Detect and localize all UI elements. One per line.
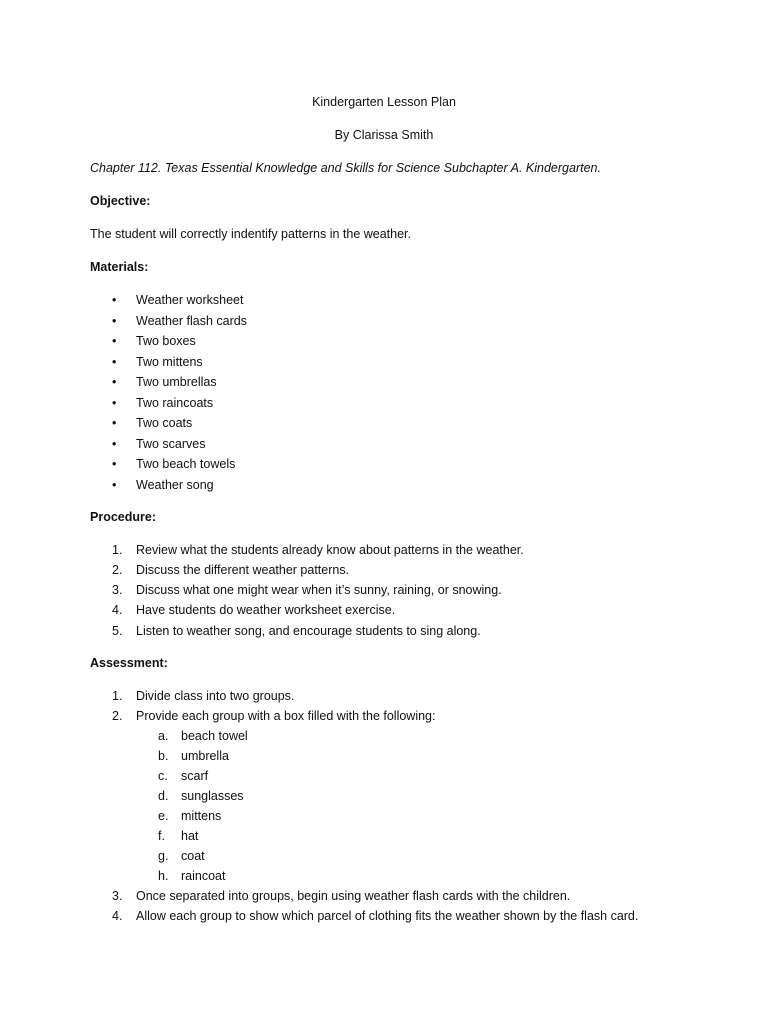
procedure-heading: Procedure: (90, 510, 156, 524)
chapter-reference: Chapter 112. Texas Essential Knowledge and Skills for Science Subchapter A. Kindergarten. (90, 161, 601, 175)
bullet-icon: • (112, 396, 117, 410)
assessment-step: Allow each group to show which parcel of clothing fits the weather shown by the flash card. (136, 909, 639, 923)
procedure-step: Have students do weather worksheet exercise. (136, 603, 396, 617)
document-title: Kindergarten Lesson Plan (312, 95, 456, 109)
box-item: raincoat (181, 869, 226, 883)
procedure-step: Discuss the different weather patterns. (136, 563, 350, 577)
objective-heading: Objective: (90, 194, 151, 208)
material-item: Two scarves (136, 437, 206, 451)
material-item: Two umbrellas (136, 375, 217, 389)
list-number: 4. (112, 909, 123, 923)
list-letter: f. (158, 829, 165, 843)
bullet-icon: • (112, 416, 117, 430)
box-item: mittens (181, 809, 222, 823)
material-item: Two mittens (136, 355, 203, 369)
assessment-heading: Assessment: (90, 656, 168, 670)
list-number: 1. (112, 689, 123, 703)
bullet-icon: • (112, 355, 117, 369)
box-item: beach towel (181, 729, 248, 743)
objective-text: The student will correctly indentify patterns in the weather. (90, 227, 411, 241)
list-letter: c. (158, 769, 168, 783)
bullet-icon: • (112, 293, 117, 307)
material-item: Weather song (136, 478, 214, 492)
materials-heading: Materials: (90, 260, 149, 274)
box-item: coat (181, 849, 205, 863)
list-number: 3. (112, 583, 123, 597)
material-item: Two coats (136, 416, 193, 430)
procedure-step: Review what the students already know about patterns in the weather. (136, 543, 524, 557)
box-item: scarf (181, 769, 209, 783)
list-letter: a. (158, 729, 169, 743)
list-letter: d. (158, 789, 169, 803)
list-letter: g. (158, 849, 169, 863)
assessment-step: Once separated into groups, begin using weather flash cards with the children. (136, 889, 571, 903)
box-item: hat (181, 829, 199, 843)
bullet-icon: • (112, 478, 117, 492)
box-item: sunglasses (181, 789, 244, 803)
list-number: 2. (112, 709, 123, 723)
list-letter: b. (158, 749, 169, 763)
procedure-step: Listen to weather song, and encourage students to sing along. (136, 624, 481, 638)
material-item: Two boxes (136, 334, 196, 348)
list-number: 5. (112, 624, 123, 638)
document-author: By Clarissa Smith (334, 128, 434, 142)
list-number: 1. (112, 543, 123, 557)
list-number: 4. (112, 603, 123, 617)
list-letter: h. (158, 869, 169, 883)
box-item: umbrella (181, 749, 229, 763)
assessment-step: Divide class into two groups. (136, 689, 295, 703)
material-item: Weather flash cards (136, 314, 247, 328)
assessment-step: Provide each group with a box filled with the following: (136, 709, 436, 723)
list-number: 2. (112, 563, 123, 577)
list-letter: e. (158, 809, 169, 823)
bullet-icon: • (112, 334, 117, 348)
bullet-icon: • (112, 314, 117, 328)
material-item: Weather worksheet (136, 293, 244, 307)
procedure-step: Discuss what one might wear when it’s sunny, raining, or snowing. (136, 583, 502, 597)
material-item: Two beach towels (136, 457, 236, 471)
list-number: 3. (112, 889, 123, 903)
bullet-icon: • (112, 375, 117, 389)
material-item: Two raincoats (136, 396, 214, 410)
bullet-icon: • (112, 457, 117, 471)
bullet-icon: • (112, 437, 117, 451)
